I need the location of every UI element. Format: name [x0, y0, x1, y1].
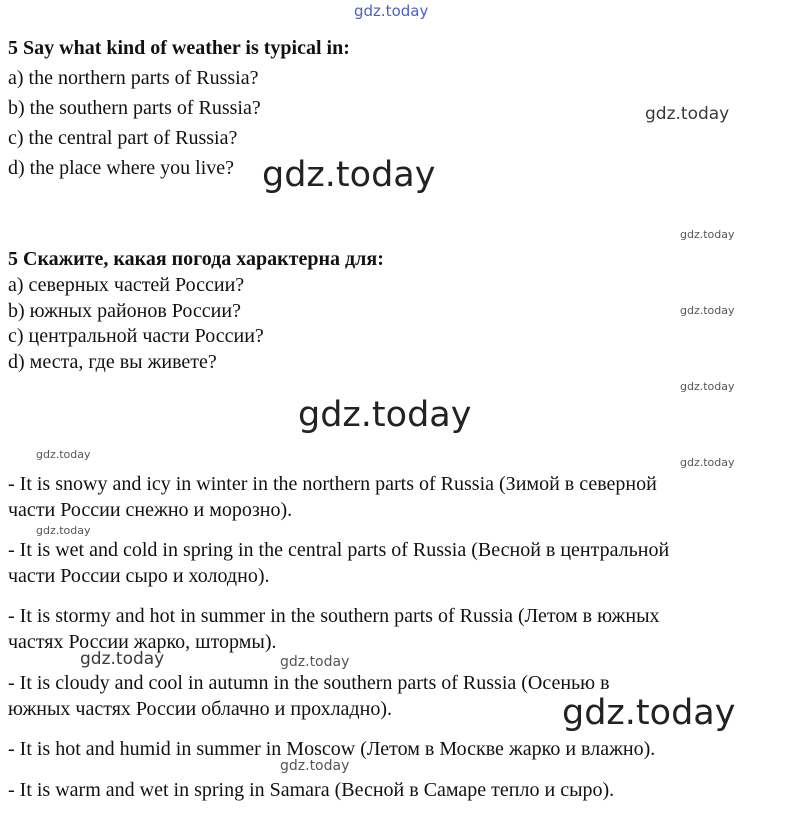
english-item-d: d) the place where you live?: [8, 157, 235, 179]
russian-item-b: b) южных районов России?: [8, 300, 241, 322]
watermark-large: gdz.today: [298, 395, 472, 435]
answer-3-line-2: частях России жарко, штормы).: [8, 631, 277, 653]
watermark: gdz.today: [645, 104, 730, 124]
answer-2-line-2: части России сыро и холодно).: [8, 565, 270, 587]
answer-2-line-1: - It is wet and cold in spring in the central parts of Russia (Весной в центральной: [8, 539, 670, 561]
russian-heading: 5 Скажите, какая погода характерна для:: [8, 248, 384, 270]
russian-item-d: d) места, где вы живете?: [8, 351, 217, 373]
answer-1-line-2: части России снежно и морозно).: [8, 499, 293, 521]
watermark-small: gdz.today: [680, 380, 735, 393]
answer-5-line-1: - It is hot and humid in summer in Moscow (Летом в Москве жарко и влажно).: [8, 738, 656, 760]
watermark-small: gdz.today: [280, 654, 350, 670]
english-heading: 5 Say what kind of weather is typical in:: [8, 37, 350, 59]
russian-item-c: с) центральной части России?: [8, 325, 264, 347]
watermark-small: gdz.today: [680, 228, 735, 241]
english-item-b: b) the southern parts of Russia?: [8, 97, 261, 119]
watermark-small: gdz.today: [680, 304, 735, 317]
watermark-small: gdz.today: [280, 758, 350, 774]
answer-1-line-1: - It is snowy and icy in winter in the northern parts of Russia (Зимой в северной: [8, 473, 657, 495]
russian-item-a: а) северных частей России?: [8, 274, 245, 296]
watermark-small: gdz.today: [36, 524, 91, 537]
watermark-top: gdz.today: [354, 2, 429, 20]
watermark-small: gdz.today: [680, 456, 735, 469]
watermark: gdz.today: [80, 649, 165, 669]
answer-3-line-1: - It is stormy and hot in summer in the southern parts of Russia (Летом в южных: [8, 605, 660, 627]
answer-4-line-1: - It is cloudy and cool in autumn in the southern parts of Russia (Осенью в: [8, 672, 610, 694]
watermark-small: gdz.today: [36, 448, 91, 461]
watermark-large: gdz.today: [562, 693, 736, 733]
english-item-a: a) the northern parts of Russia?: [8, 67, 259, 89]
answer-6-line-1: - It is warm and wet in spring in Samara (Весной в Самаре тепло и сыро).: [8, 779, 615, 801]
answer-4-line-2: южных частях России облачно и прохладно).: [8, 698, 392, 720]
watermark-large: gdz.today: [262, 155, 436, 195]
english-item-c: c) the central part of Russia?: [8, 127, 238, 149]
